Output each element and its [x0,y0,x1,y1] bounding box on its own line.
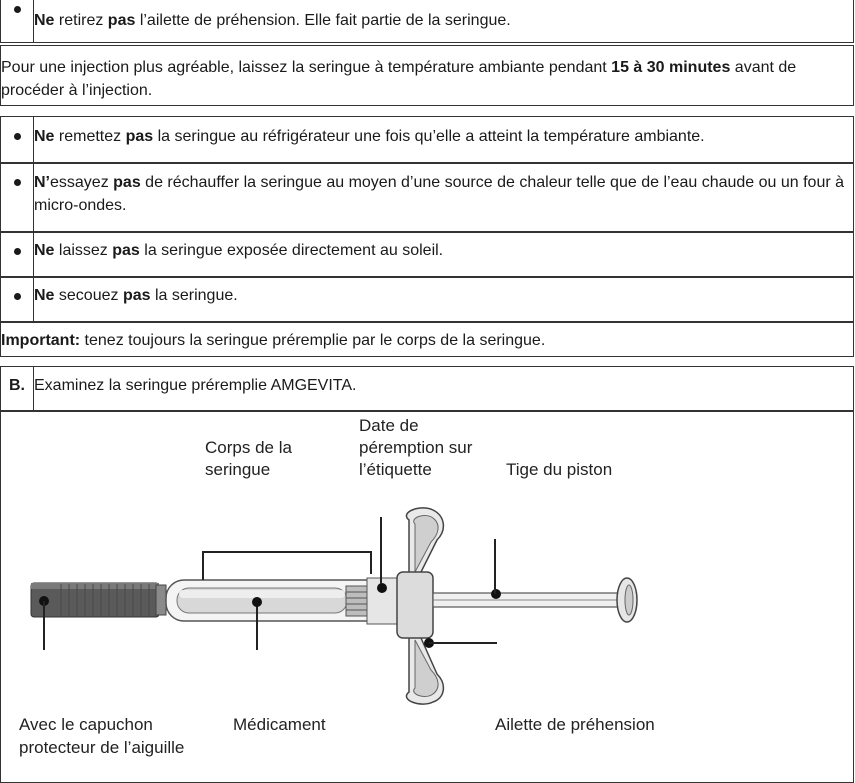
bold-word: pas [113,174,141,191]
bullet [1,0,34,43]
text: la seringue exposée directement au soleil. [139,242,444,259]
label-capuchon-line1: Avec le capuchon [19,715,153,734]
needle-cap [31,583,166,617]
step-number: B. [1,367,34,411]
row-text [34,117,854,164]
label-corps-line1: Corps de la [205,438,292,457]
bullet [1,163,34,233]
bold-word: pas [112,242,140,259]
text: retirez [54,12,108,29]
text: Pour une injection plus agréable, laissez la seringue à température ambiante pendant [1,59,612,76]
warning-row-grip-wing [0,0,854,43]
warning-row-shake [0,276,854,323]
syringe-barrel [166,578,406,624]
text: l’ailette de préhension. Elle fait partie de la seringue. [135,12,511,29]
bullet-dot-icon [14,248,21,255]
info-row-room-temperature [0,45,854,106]
text: la seringue au réfrigérateur une fois qu’elle a atteint la température ambiante. [153,128,705,145]
bold-duration: 15 à 30 minutes [611,59,731,76]
text: secouez [54,287,123,304]
text: de réchauffer la seringue au moyen d’une source de chaleur telle que de l’eau chaude ou un four à micro-ondes. [34,174,845,214]
text: remettez [54,128,126,145]
bold-word: pas [107,12,136,29]
label-date-line3: l’étiquette [359,460,432,479]
figure-cell [1,412,854,783]
bold-word: Ne [34,128,55,145]
label-tige: Tige du piston [506,460,613,479]
warning-row-sunlight [0,231,854,278]
bullet-dot-icon [14,6,21,13]
label-medicament: Médicament [233,715,326,734]
bullet-dot-icon [14,293,21,300]
warning-row-refrigerator [0,116,854,164]
bullet [1,117,34,164]
row-text [34,0,854,43]
step-b-row [0,366,854,411]
bold-word: Ne [34,287,55,304]
bullet [1,277,34,323]
plunger-rod [433,578,637,622]
bold-word: Ne [34,242,55,259]
bold-word: pas [122,287,151,304]
row-text [34,163,854,233]
row-text [34,277,854,323]
bold-word: pas [125,128,154,145]
label-date-line2: péremption sur [359,438,473,457]
leader-corps [203,552,371,580]
bullet-dot-icon [14,133,21,140]
row-text [1,46,854,106]
important-row [0,321,854,357]
label-capuchon-line2: protecteur de l’aiguille [19,738,185,757]
medicament-dot [252,597,262,607]
bold-word: Ne [34,12,55,29]
text: avant de procéder à l’injection. [1,59,797,99]
text: essayez [50,174,114,191]
step-text: Examinez la seringue préremplie AMGEVITA. [34,367,854,411]
syringe-figure-row [0,411,854,783]
row-text [1,322,854,357]
bullet-dot-icon [14,179,21,186]
warning-row-heat-source [0,162,854,233]
important-label: Important: [1,332,81,349]
label-corps-line2: seringue [205,460,271,479]
label-date-line1: Date de [359,416,419,435]
syringe-diagram [1,412,853,775]
bold-word: N’ [34,174,50,191]
bullet [1,232,34,278]
row-text [34,232,854,278]
label-ailette: Ailette de préhension [495,715,655,734]
text: tenez toujours la seringue préremplie par le corps de la seringue. [80,332,546,349]
text: la seringue. [150,287,238,304]
text: laissez [54,242,113,259]
